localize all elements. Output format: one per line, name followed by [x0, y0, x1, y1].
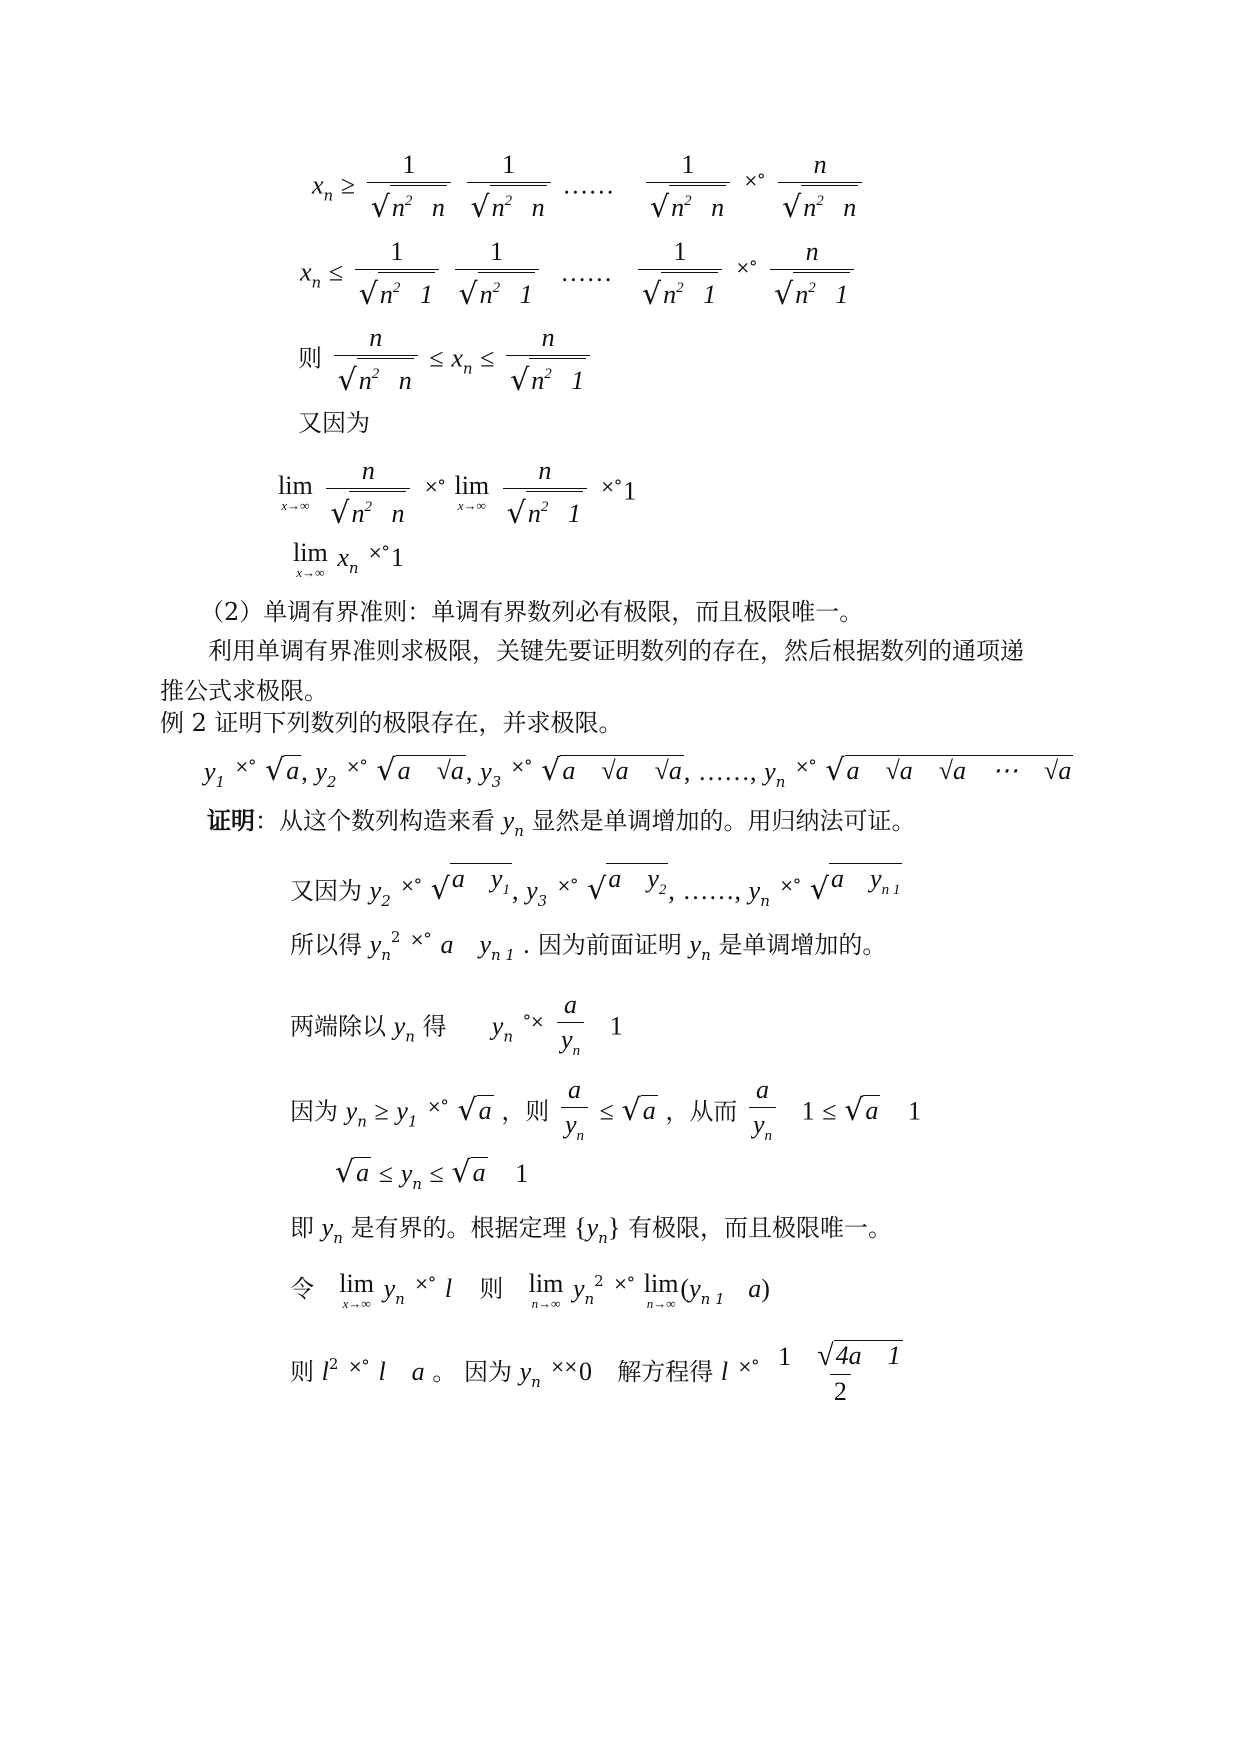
limit-xn: lim x→∞ $x_n$ ×°1 [293, 537, 404, 580]
inequality-upper-bound: $x_n$ ≤ 1 √ $n^2$ 1 1 √ $n^2$ 1 …… 1 √ $n^2$ 1 ×° n √ $n^2$ 1 [300, 237, 858, 311]
monotone-bounded-criterion: （2）单调有界准则：单调有界数列必有极限，而且极限唯一。 [200, 598, 864, 626]
bound-derivation: 因为 $y_n \ge y_1$ ×° √ a ，则 $\frac{a}{y_n}$ ≤ √ a ，从而 $\frac{a}{y_n}$ 1 ≤ √ a 1 [290, 1075, 921, 1151]
inequality-lower-bound: $x_n$ ≥ 1 √ $n^2$ n 1 √ $n^2$ n …… 1 √ $n^2$ n ×° n √ $n^2$ n [312, 150, 866, 224]
again-because: 又因为 [298, 409, 370, 437]
criterion-usage-line1: 利用单调有界准则求极限，关键先要证明数列的存在，然后根据数列的通项递 [208, 637, 1024, 665]
divide-both-sides: 两端除以 $y_n$ 得 $y_n$ °× $\frac{a}{y_n}$ 1 [290, 990, 623, 1066]
example-2-title: 例 2 证明下列数列的极限存在，并求极限。 [160, 709, 623, 737]
recursion-relation: 又因为 $y_2$ ×° √ a $y_1$ , $y_3$ ×° √ a $y_2$ , ……, $y_n$ ×° √ a $y_{n 1}$ [290, 864, 901, 910]
squeeze-inequality: 则 n √ $n^2$ n ≤ $x_n$ ≤ n √ $n^2$ 1 [298, 323, 594, 397]
bounds-result: √ a ≤ $y_n$ ≤ √ a 1 [335, 1155, 529, 1193]
bounded-conclusion: 即 $y_n$ 是有界的。根据定理 $\{y_n\}$ 有极限，而且极限唯一。 [290, 1213, 892, 1247]
limit-equality: lim x→∞ n √ $n^2$ n ×° lim x→∞ n √ $n^2$ 1 ×°1 [278, 456, 637, 531]
proof-label: 证明 [207, 806, 255, 835]
squared-relation: 所以得 $y_n^2$ ×° a $y_{n 1}$ . 因为前面证明 $y_n$ 是单调增加的。 [290, 928, 887, 964]
proof-intro: 证明：从这个数列构造来看 $y_n$ 显然是单调增加的。用归纳法可证。 [207, 806, 916, 840]
limit-equation: 令 lim x→∞ $y_n$ ×° l 则 lim n→∞ $y_n^2$ ×° lim n→∞ ($y_{n 1}$ a) [290, 1268, 770, 1311]
sequence-definition: $y_1$ ×° √ a , $y_2$ ×° √ a √a , $y_3$ ×° √ a √a √a , ……, $y_n$ ×° √ a √a √a ⋯ √a [204, 753, 1072, 791]
solve-limit: 则 $l^2$ ×° l a 。 因为 $y_n$ ××0 解方程得 l ×° 1 √ 4a 1 2 [290, 1339, 901, 1406]
criterion-usage-line2: 推公式求极限。 [160, 677, 328, 705]
